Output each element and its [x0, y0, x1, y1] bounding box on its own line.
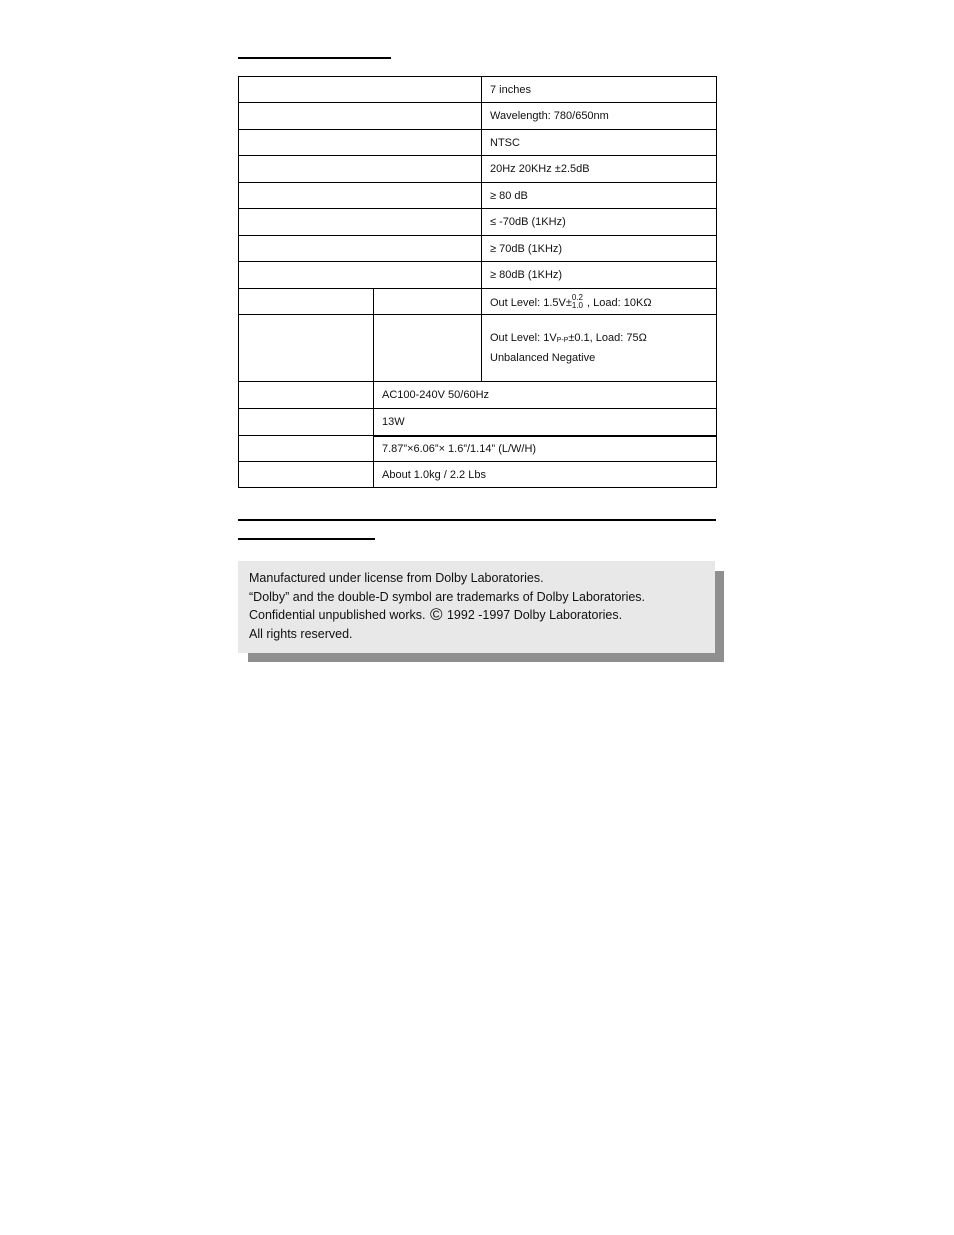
spec-sublabel-cell [374, 289, 482, 315]
spec-label-cell [239, 262, 482, 289]
spec-label-cell [239, 183, 482, 209]
spec-label-cell [239, 289, 374, 315]
spec-label-cell [239, 77, 482, 103]
table-row [239, 103, 717, 130]
table-row [239, 436, 717, 462]
table-row [239, 382, 717, 409]
table-row [239, 209, 717, 236]
notice-line-3-end: 1992 -1997 Dolby Laboratories. [443, 608, 623, 623]
audio-out-prefix: Out Level: 1.5V± [490, 296, 572, 309]
trademark-heading-rule [238, 538, 375, 540]
notice-line-3 [249, 606, 704, 625]
notice-line-4: All rights reserved. [249, 627, 353, 642]
table-row [239, 130, 717, 156]
table-row [239, 462, 717, 488]
notice-line-2: “Dolby” and the double-D symbol are trademarks of Dolby Laboratories. [249, 589, 646, 604]
spec-label-cell [239, 156, 482, 183]
spec-value-channel-separation: ≥ 70dB (1KHz) [482, 236, 717, 262]
spec-label-cell [239, 382, 374, 409]
spec-label-cell [239, 436, 374, 462]
spec-label-cell [239, 236, 482, 262]
spec-value-signal-system: NTSC [482, 130, 717, 156]
spec-value-audio-output [482, 289, 717, 315]
spec-label-cell [239, 103, 482, 130]
spec-value-screen-size: 7 inches [482, 77, 717, 103]
spec-value-weight: About 1.0kg / 2.2 Lbs [374, 462, 717, 488]
spec-label-cell [239, 209, 482, 236]
spec-value-frequency-response: 20Hz 20KHz ±2.5dB [482, 156, 717, 183]
spec-value-distortion: ≤ -70dB (1KHz) [482, 209, 717, 236]
audio-out-tolerance-plus: 0.2 [571, 292, 583, 302]
table-row [239, 183, 717, 209]
table-row [239, 156, 717, 183]
spec-label-cell [239, 409, 374, 436]
section-divider-rule [238, 519, 716, 521]
spec-value-laser: Wavelength: 780/650nm [482, 103, 717, 130]
spec-value-dimensions: 7.87”×6.06”× 1.6”/1.14” (L/W/H) [374, 436, 717, 462]
table-row [239, 315, 717, 382]
spec-label-cell [239, 315, 374, 382]
dolby-license-notice [238, 561, 715, 653]
video-out-suffix: ±0.1, Load: 75Ω [568, 332, 647, 344]
spec-label-cell [239, 130, 482, 156]
video-out-prefix: Out Level: 1V [490, 332, 557, 344]
video-out-line2: Unbalanced Negative [490, 352, 596, 364]
spec-value-dynamic-range: ≥ 80dB (1KHz) [482, 262, 717, 289]
table-row [239, 77, 717, 103]
specifications-table [238, 76, 717, 488]
table-row [239, 409, 717, 436]
spec-value-power-supply: AC100-240V 50/60Hz [374, 382, 717, 409]
spec-value-power-consumption: 13W [374, 409, 717, 436]
spec-value-snr: ≥ 80 dB [482, 183, 717, 209]
spec-label-cell [239, 462, 374, 488]
specifications-heading-rule [238, 57, 391, 59]
spec-sublabel-cell [374, 315, 482, 382]
copyright-icon: © [429, 605, 443, 625]
video-out-subscript: P-P [556, 337, 569, 344]
audio-out-tolerance [572, 294, 583, 310]
table-row [239, 236, 717, 262]
audio-out-tolerance-minus: 1.0 [571, 300, 583, 310]
notice-line-1: Manufactured under license from Dolby Laboratories. [249, 571, 544, 585]
spec-value-video-output [482, 315, 717, 382]
table-row [239, 262, 717, 289]
table-row [239, 289, 717, 315]
audio-out-suffix: , Load: 10KΩ [584, 296, 652, 309]
notice-line-3-start: Confidential unpublished works. [249, 608, 429, 623]
